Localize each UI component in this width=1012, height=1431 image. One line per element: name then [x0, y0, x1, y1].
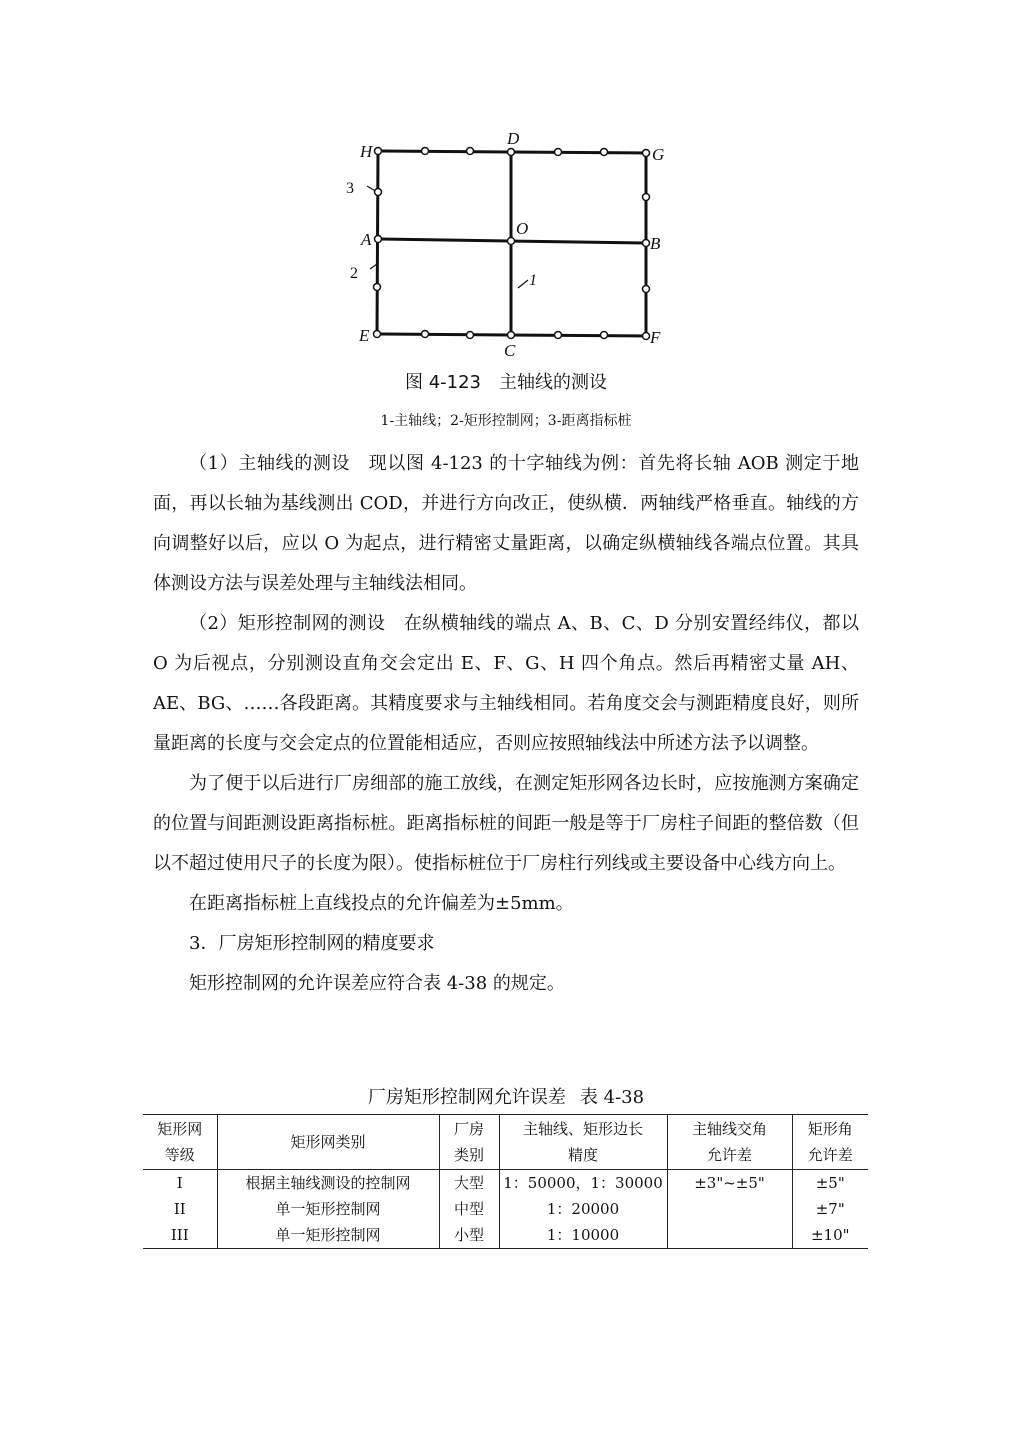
stake-h — [375, 148, 382, 155]
table-number: 表 4-38 — [579, 1087, 645, 1108]
table-cell: 大型 — [439, 1170, 499, 1197]
table-cell: 1：50000，1：30000 — [499, 1170, 667, 1197]
table-row — [143, 1222, 868, 1249]
table-cell: 中型 — [439, 1196, 499, 1222]
figure-title: 图 4-123 主轴线的测设 — [404, 372, 608, 393]
table-row — [143, 1196, 868, 1222]
marker-label-2: 2 — [350, 265, 358, 282]
table-cell: 小型 — [439, 1222, 499, 1249]
table-cell — [667, 1222, 792, 1249]
stake-a — [375, 236, 382, 243]
table-cell: 根据主轴线测设的控制网 — [217, 1170, 439, 1197]
stake — [555, 332, 562, 339]
stake-d — [508, 149, 515, 156]
table-cell: 1：10000 — [499, 1222, 667, 1249]
header-cell-length-precision: 主轴线、矩形边长 精度 — [499, 1115, 667, 1170]
stake — [375, 189, 382, 196]
point-label-o: O — [516, 219, 529, 238]
body-text — [153, 444, 859, 1004]
table-cell: 单一矩形控制网 — [217, 1222, 439, 1249]
header-cell-type: 矩形网类别 — [217, 1115, 439, 1170]
point-label-e: E — [359, 326, 370, 345]
paragraph: （2）矩形控制网的测设 在纵横轴线的端点 A、B、C、D 分别安置经纬仪，都以 O 为后视点，分别测设直角交会定出 E、F、G、H 四个角点。然后再精密丈量 AH、AE、BG、……各段距离。其精度要求与主轴线相同。若角度交会与测距精度良好，则所量距离的长度与交会定点的位置能相适应，否则应按照轴线法中所述方法予以调整。 — [153, 613, 859, 754]
paragraph: 矩形控制网的允许误差应符合表 4-38 的规定。 — [189, 973, 565, 994]
marker-label-3: 3 — [346, 180, 354, 197]
axis-diagram — [330, 128, 690, 366]
table-cell: 单一矩形控制网 — [217, 1196, 439, 1222]
leader-1 — [518, 280, 528, 288]
table-title-text: 厂房矩形控制网允许误差 — [367, 1087, 566, 1108]
header-cell-grade: 矩形网 等级 — [143, 1115, 217, 1170]
paragraph: 在距离指标桩上直线投点的允许偏差为±5mm。 — [189, 893, 574, 914]
paragraph: （1）主轴线的测设 现以图 4-123 的十字轴线为例：首先将长轴 AOB 测定于地面，再以长轴为基线测出 COD，并进行方向改正，使纵横．两轴线严格垂直。轴线的方向调整好以后，应以 O 为起点，进行精密丈量距离，以确定纵横轴线各端点位置。其具体测设方法与误差处理与主轴线法相同。 — [153, 453, 859, 594]
leader-lines — [367, 186, 528, 288]
stake — [467, 148, 474, 155]
stake — [467, 332, 474, 339]
header-cell-plant-class: 厂房 类别 — [439, 1115, 499, 1170]
table-cell: ±5" — [792, 1170, 868, 1197]
table-cell: ±3"~±5" — [667, 1170, 792, 1197]
stake-f — [643, 333, 650, 340]
stake — [374, 284, 381, 291]
stake-e — [374, 331, 381, 338]
stake — [643, 194, 650, 201]
section-heading: 3．厂房矩形控制网的精度要求 — [189, 933, 435, 954]
stake-c — [508, 332, 515, 339]
stake — [555, 149, 562, 156]
header-cell-rect-angle: 矩形角 允许差 — [792, 1115, 868, 1170]
table-cell: 1：20000 — [499, 1196, 667, 1222]
table-cell: ±7" — [792, 1196, 868, 1222]
table-cell: ±10" — [792, 1222, 868, 1249]
stake-g — [643, 150, 650, 157]
table-cell: II — [143, 1196, 217, 1222]
table-title — [0, 1083, 1012, 1109]
stake-o — [508, 238, 515, 245]
point-label-d: D — [507, 129, 520, 148]
stake — [601, 149, 608, 156]
stake — [422, 148, 429, 155]
table-cell — [667, 1196, 792, 1222]
point-label-h: H — [360, 142, 373, 161]
marker-label-1: 1 — [529, 272, 537, 289]
axis-diagram-svg — [330, 128, 690, 366]
stake — [601, 332, 608, 339]
header-cell-axis-angle: 主轴线交角 允许差 — [667, 1115, 792, 1170]
paragraph: 为了便于以后进行厂房细部的施工放线，在测定矩形网各边长时，应按施测方案确定的位置与间距测设距离指标桩。距离指标桩的间距一般是等于厂房柱子间距的整倍数（但以不超过使用尺子的长度为限）。使指标桩位于厂房柱行列线或主要设备中心线方向上。 — [153, 773, 859, 874]
point-label-c: C — [504, 341, 516, 360]
tolerance-table — [143, 1114, 868, 1249]
point-label-f: F — [650, 328, 661, 347]
point-label-a: A — [361, 230, 372, 249]
table-cell: III — [143, 1222, 217, 1249]
point-label-b: B — [650, 234, 661, 253]
figure-caption: 1-主轴线；2-矩形控制网；3-距离指标桩 — [380, 413, 632, 429]
table-row — [143, 1170, 868, 1197]
stake — [422, 331, 429, 338]
point-label-g: G — [652, 145, 665, 164]
table-header-row — [143, 1115, 868, 1170]
stake-b — [643, 240, 650, 247]
table-cell: I — [143, 1170, 217, 1197]
stake — [643, 286, 650, 293]
